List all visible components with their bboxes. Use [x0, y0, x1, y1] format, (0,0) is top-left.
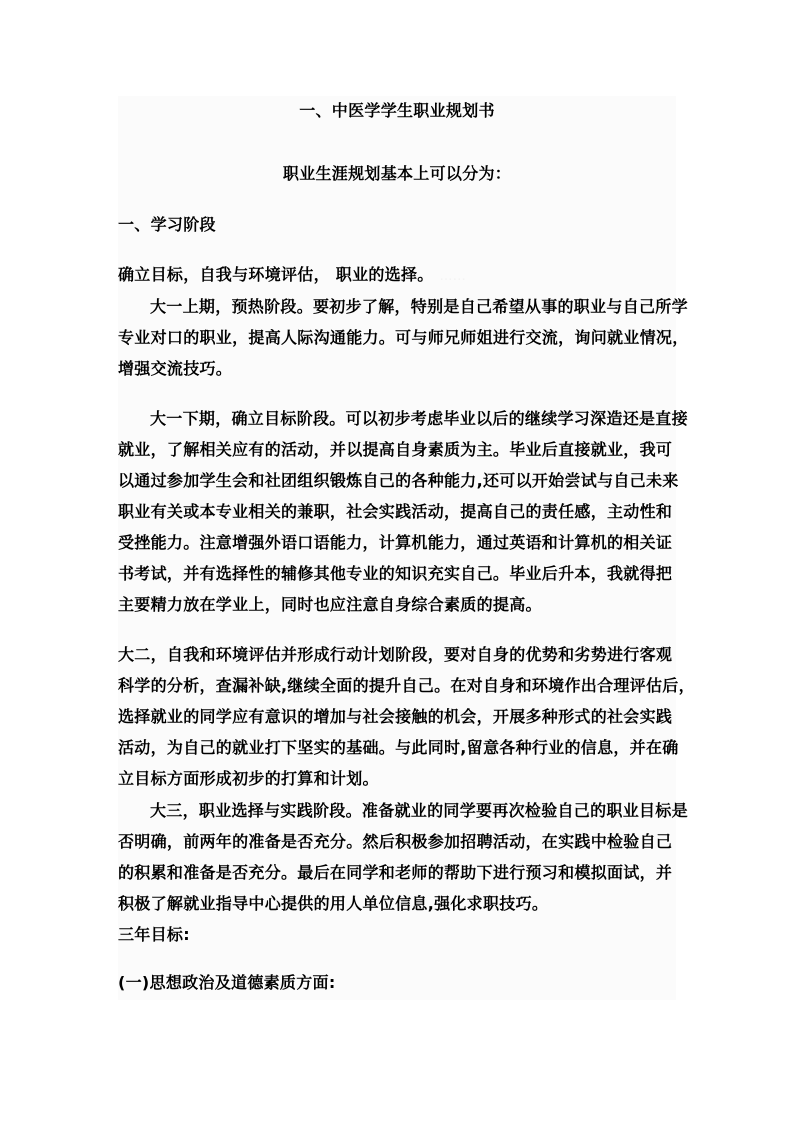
paragraph-line: 就业，了解相关应有的活动，并以提高自身素质为主。毕业后直接就业，我可: [118, 440, 673, 459]
paragraph-line: 选择就业的同学应有意识的增加与社会接触的机会，开展多种形式的社会实践: [118, 707, 673, 726]
paragraph-line: 科学的分析，查漏补缺,继续全面的提升自己。在对自身和环境作出合理评估后，: [118, 676, 695, 695]
paragraph-line: 立目标方面形成初步的打算和计划。: [118, 769, 379, 788]
document-subtitle: 职业生涯规划基本上可以分为：: [282, 164, 512, 183]
paragraph-line: 大三，职业选择与实践阶段。准备就业的同学要再次检验自己的职业目标是: [150, 801, 688, 820]
paragraph-line: 以通过参加学生会和社团组织锻炼自己的各种能力,还可以开始尝试与自己未来: [118, 471, 679, 490]
paragraph-line: 增强交流技巧。: [118, 359, 233, 378]
paragraph-line: 大一上期，预热阶段。要初步了解，特别是自己希望从事的职业与自己所学: [150, 297, 688, 316]
paragraph-line: 主要精力放在学业上，同时也应注意自身综合素质的提高。: [118, 595, 542, 614]
document-title: 一、中医学学生职业规划书: [299, 101, 495, 120]
paragraph-line: 专业对口的职业，提高人际沟通能力。可与师兄师姐进行交流，询问就业情况，: [118, 328, 689, 347]
goals-heading: 三年目标:: [118, 925, 190, 944]
paragraph-line: 大一下期，确立目标阶段。可以初步考虑毕业以后的继续学习深造还是直接: [150, 409, 688, 428]
section-heading: 一、学习阶段: [118, 215, 216, 234]
paragraph-line: 否明确，前两年的准备是否充分。然后积极参加招聘活动，在实践中检验自己: [118, 832, 673, 851]
paragraph-line: 书考试，并有选择性的辅修其他专业的知识充实自己。毕业后升本，我就得把: [118, 564, 673, 583]
sub-heading: (一)思想政治及道德素质方面:: [118, 973, 336, 992]
faint-mark: ……: [439, 269, 467, 284]
intro-line: [118, 264, 676, 288]
paragraph-line: 活动，为自己的就业打下坚实的基础。与此同时,留意各种行业的信息，并在确: [118, 738, 679, 757]
paragraph-line: 职业有关或本专业相关的兼职，社会实践活动，提高自己的责任感，主动性和: [118, 502, 673, 521]
paragraph-line: 受挫能力。注意增强外语口语能力，计算机能力，通过英语和计算机的相关证: [118, 533, 673, 552]
paragraph-line: 大二，自我和环境评估并形成行动计划阶段，要对自身的优势和劣势进行客观: [118, 645, 673, 664]
document-page: [118, 96, 695, 1000]
paragraph-line: 积极了解就业指导中心提供的用人单位信息,强化求职技巧。: [118, 894, 549, 913]
intro-text: 确立目标，自我与环境评估， 职业的选择。: [118, 265, 434, 284]
paragraph-line: 的积累和准备是否充分。最后在同学和老师的帮助下进行预习和模拟面试，并: [118, 863, 673, 882]
